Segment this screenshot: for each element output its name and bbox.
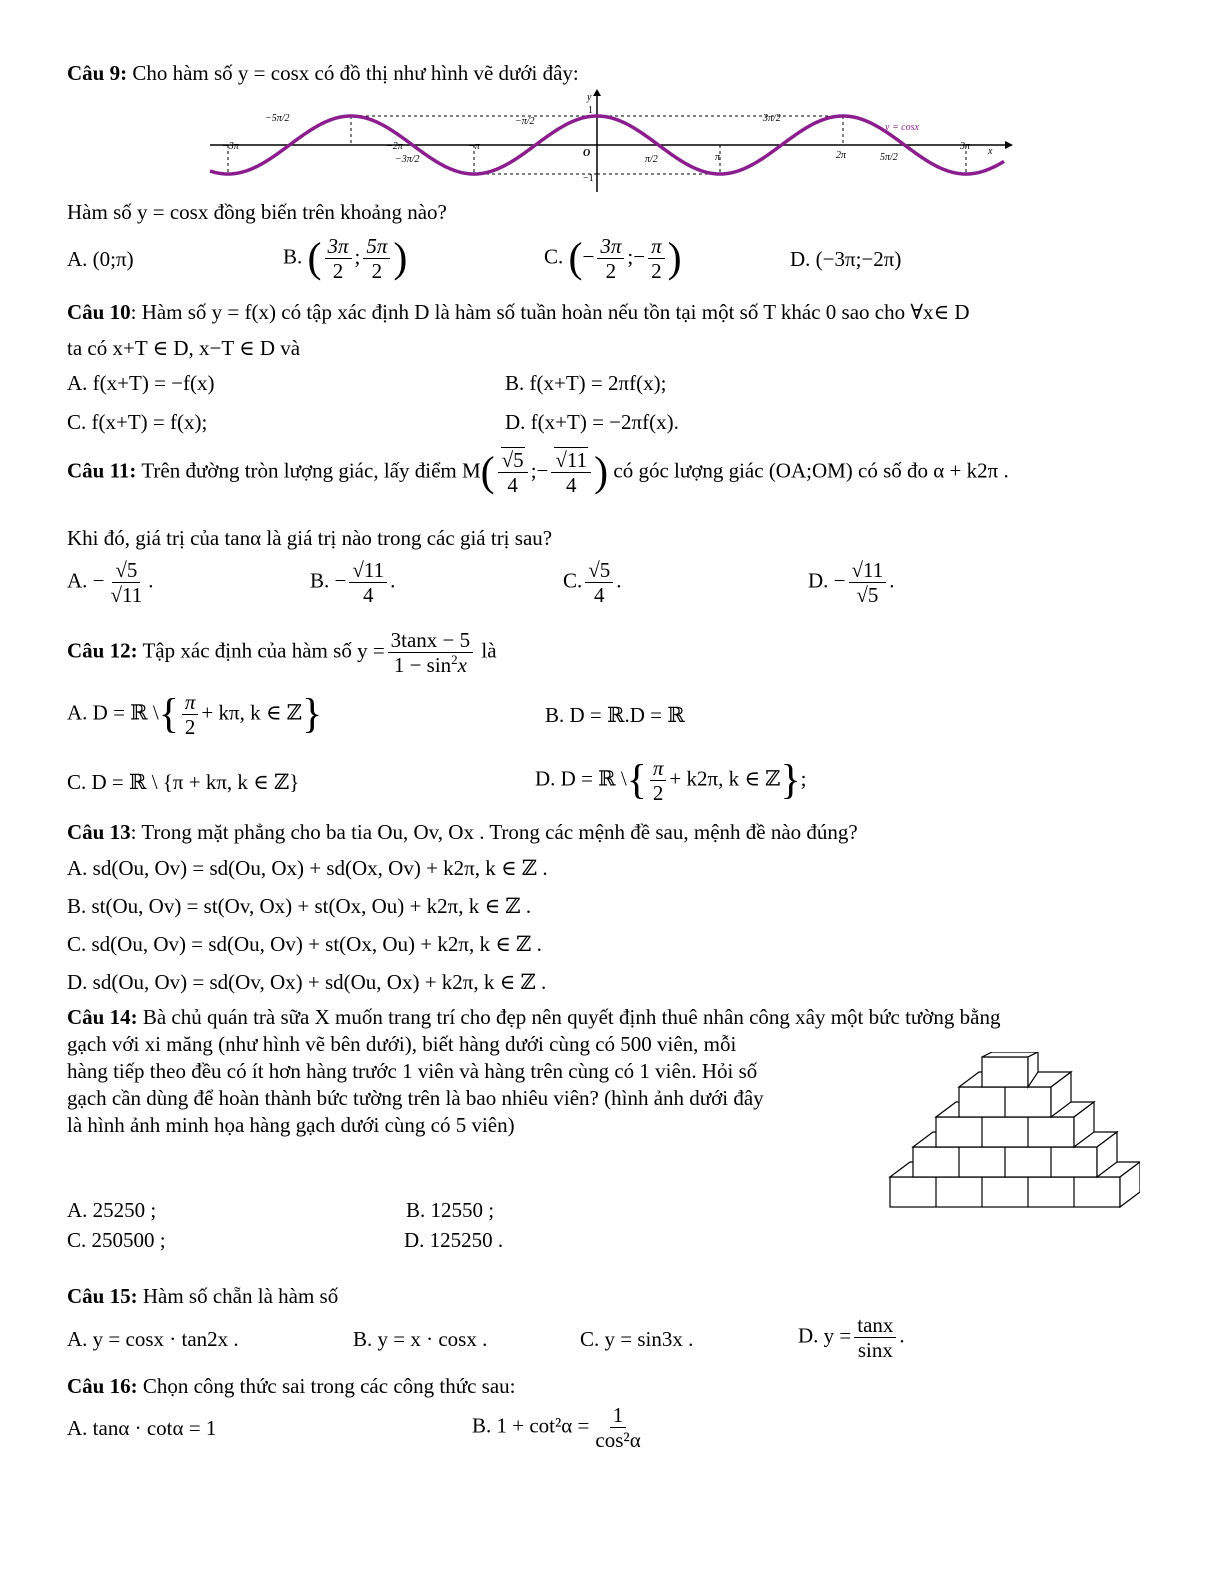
q10-option-a: A. f(x+T) = −f(x): [67, 371, 215, 395]
brick-wall-figure: [886, 1052, 1140, 1212]
q13-option-d: D. sd(Ou, Ov) = sd(Ov, Ox) + sd(Ou, Ox) + k2π, k ∈ ℤ .: [67, 970, 547, 994]
q10-option-c: C. f(x+T) = f(x);: [67, 410, 208, 434]
label-neg-3pi-2: −3π/2: [395, 154, 420, 165]
q14-option-b: B. 12550 ;: [406, 1198, 495, 1222]
y-arrow-icon: [593, 89, 601, 96]
q10-option-b: B. f(x+T) = 2πf(x);: [505, 371, 667, 395]
q14-option-a: A. 25250 ;: [67, 1198, 157, 1222]
label-neg-5pi-2: −5π/2: [265, 113, 290, 124]
cosine-graph: [205, 88, 1015, 196]
label-5pi-2: 5π/2: [880, 152, 898, 163]
tick-neg-3pi: −3π: [222, 141, 239, 152]
y-top-label: 1: [588, 105, 593, 116]
q16-text: Chọn công thức sai trong các công thức sau:: [142, 1374, 516, 1398]
q15-option-b: B. y = x · cosx .: [353, 1327, 488, 1351]
q12-option-d: D. D = ℝ \{ $\frac{\pi}{2}$ + k2π, k ∈ ℤ};: [535, 756, 807, 806]
q15-option-a: A. y = cosx · tan2x .: [67, 1327, 239, 1351]
q9-label: Câu 9:: [67, 61, 128, 85]
curve-label: y = cosx: [885, 122, 919, 133]
q9-intro: Cho hàm số y = cosx có đồ thị như hình vẽ dưới đây:: [132, 61, 579, 85]
q16-option-b: B. 1 + cot²α = $\frac{1}{\text{cos²α}}$: [472, 1403, 641, 1453]
q14-text-block: Câu 14: Bà chủ quán trà sữa X muốn trang trí cho đẹp nên quyết định thuê nhân công xây một bức tường bằng gạch với xi măng (như hình vẽ bên dưới), biết hàng dưới cùng có 500 viên, mỗi hàng tiếp theo đều có ít hơn hàng trước 1 viên và hàng trên cùng có 1 viên. Hỏi số gạch cần dùng để hoàn thành bức tường trên là bao nhiêu viên? (hình ảnh dưới đây là hình ảnh minh họa hàng gạch dưới cùng có 5 viên): [67, 1005, 1001, 1137]
q11-option-d: D. − $\frac{√11}{√5}$ .: [808, 558, 895, 608]
x-arrow-icon: [1005, 141, 1013, 149]
origin-label: O: [583, 148, 591, 159]
q14-option-d: D. 125250 .: [404, 1228, 504, 1252]
q9-option-b: B. ( $\frac{3\pi}{2}$ ; $\frac{5\pi}{2}$ ): [283, 234, 408, 284]
q12-option-c: C. D = ℝ \ {π + kπ, k ∈ ℤ}: [67, 770, 300, 794]
q15-text: Hàm số chẵn là hàm số: [142, 1284, 339, 1308]
q13-option-a: A. sd(Ou, Ov) = sd(Ou, Ox) + sd(Ox, Ov) + k2π, k ∈ ℤ .: [67, 856, 548, 880]
label-neg-pi-2: −π/2: [515, 116, 535, 127]
tick-2pi: 2π: [836, 150, 847, 161]
q9-option-c: C. (− $\frac{3\pi}{2}$ ;− $\frac{\pi}{2}$ ): [544, 234, 682, 284]
tick-neg-2pi: −2π: [386, 141, 403, 152]
q12-label: Câu 12:: [67, 638, 138, 663]
label-3pi-2: 3π/2: [763, 113, 781, 124]
q10-text1: : Hàm số y = f(x) có tập xác định D là hàm số tuần hoàn nếu tồn tại một số T khác 0 sao cho ∀x∈ D: [130, 300, 970, 324]
q15-option-c: C. y = sin3x .: [580, 1327, 694, 1351]
q11-text2: Khi đó, giá trị của tanα là giá trị nào trong các giá trị sau?: [67, 526, 553, 550]
q13-text: : Trong mặt phẳng cho ba tia Ou, Ov, Ox . Trong các mệnh đề sau, mệnh đề nào đúng?: [130, 820, 858, 844]
q16-label: Câu 16:: [67, 1374, 138, 1398]
q11-line1: Câu 11: Trên đường tròn lượng giác, lấy điểm M( $\frac{√5}{4}$ ;− $\frac{√11}{4}$ ) có góc lượng giác (OA;OM) có số đo α + k2π .: [67, 448, 1009, 498]
q14-label: Câu 14:: [67, 1005, 138, 1029]
q13-line1: [67, 819, 858, 845]
q12-line1: Câu 12: Tập xác định của hàm số y = $\frac{3\tan x - 5}{1 - \sin^2x}$ là: [67, 628, 497, 678]
y-bottom-label: −1: [583, 173, 594, 184]
q9-intro-line: [67, 60, 579, 86]
q10-text2: ta có x+T ∈ D, x−T ∈ D và: [67, 336, 301, 360]
q13-option-b: B. st(Ou, Ov) = st(Ov, Ox) + st(Ox, Ou) + k2π, k ∈ ℤ .: [67, 894, 532, 918]
q15-line1: [67, 1283, 338, 1309]
q13-option-c: C. sd(Ou, Ov) = sd(Ou, Ov) + st(Ox, Ou) + k2π, k ∈ ℤ .: [67, 932, 542, 956]
q10-option-d: D. f(x+T) = −2πf(x).: [505, 410, 679, 434]
q9-option-d: D. (−3π;−2π): [790, 247, 902, 271]
q15-label: Câu 15:: [67, 1284, 138, 1308]
q15-option-d: D. y = $\frac{\tan x}{\sin x}$ .: [798, 1313, 905, 1363]
tick-pi: π: [715, 152, 721, 163]
q12-option-b: B. D = ℝ.D = ℝ: [545, 703, 685, 727]
q10-line1: [67, 299, 969, 325]
q9-question: Hàm số y = cosx đồng biến trên khoảng nào?: [67, 200, 447, 224]
q14-option-c: C. 250500 ;: [67, 1228, 166, 1252]
q11-label: Câu 11:: [67, 458, 137, 483]
label-pi-2: π/2: [645, 154, 658, 165]
q9-option-a: A. (0;π): [67, 247, 134, 271]
q11-option-b: B. − $\frac{√11}{4}$ .: [310, 558, 396, 608]
q16-option-a: A. tanα · cotα = 1: [67, 1416, 217, 1440]
x-axis-label: x: [988, 146, 993, 157]
q10-label: Câu 10: [67, 300, 131, 324]
q11-option-a: A. − $\frac{√5}{√11}$ .: [67, 558, 154, 608]
q16-line1: [67, 1373, 516, 1399]
q11-option-c: C. $\frac{√5}{4}$ .: [563, 558, 622, 608]
y-axis-label: y: [587, 92, 592, 103]
q12-option-a: A. D = ℝ \{ $\frac{\pi}{2}$ + kπ, k ∈ ℤ}: [67, 690, 323, 740]
tick-3pi: 3π: [960, 141, 971, 152]
tick-neg-pi: −π: [468, 141, 480, 152]
q13-label: Câu 13: [67, 820, 131, 844]
